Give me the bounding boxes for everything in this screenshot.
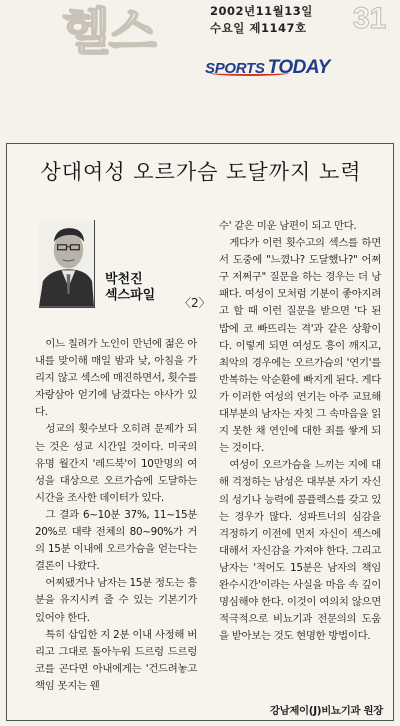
- article-column-right: [219, 218, 381, 645]
- series-number: 〈2〉: [179, 296, 211, 310]
- body-paragraph: 게다가 이런 횟수고의 섹스를 하면서 도중에 "느꼈나? 도달했나?" 어쩌구 저쩌구" 질문을 하는 경우는 더 낭패다. 여성이 모처럼 기분이 좋아지려고 할 때 이런 질문을 받으면 '다 된 밥에 코 빠뜨리는 격'과 같은 상황이다. 이렇게 되면 여성도 흥이 깨지고,최악의 경우에는 오르가슴의 '연기'를 반복하는 악순환에 빠지게 된다. 게다가 이러한 여성의 연기는 아주 교묘해 대부분의 남자는 자칫 그 속마음을 읽지 못한 채 연인에 대한 죄를 쌓게 되는 것이다.: [219, 237, 381, 455]
- body-paragraph: 성교의 횟수보다 오히려 문제가 되는 것은 성교 시간일 것이다. 미국의 유명 월간지 '레드북'이 10만명의 여성을 대상으로 오르가슴에 도달하는 시간을 조사한 데이터가 있다.: [35, 423, 197, 504]
- author-photo: [39, 220, 95, 308]
- logo-part-sports: SPORTS: [205, 60, 265, 77]
- body-paragraph: 특히 삽입한 지 2분 이내 사정해 버리고 그대로 돌아누워 드르렁 드르렁 코를 곤다면 아내에게는 '건드려놓고 책임 못지는 웬: [35, 628, 197, 692]
- article-box: [6, 143, 394, 721]
- article-headline: 상대여성 오르가슴 도달까지 노력: [40, 160, 362, 184]
- article-column-left: [35, 336, 197, 695]
- section-title: 헬스: [62, 3, 155, 61]
- body-paragraph: 여성이 오르가슴을 느끼는 지에 대해 걱정하는 남성은 대부분 자기 자신의 성기나 능력에 콤플렉스를 갖고 있는 경우가 많다. 성파트너의 심감을 걱정하기 이전에 먼저 자신이 섹스에 대해서 자신감을 가져야 한다. 그리고 남자는 '적어도 15분은 남자의 책임완수시간'이라는 사실을 마음 속 깊이 명심해야 한다. 이것이 여의치 않으면 적극적으로 비뇨기과 전문의의 도움을 받아보는 것도 현명한 방법이다.: [219, 459, 381, 643]
- body-paragraph: 수' 같은 미운 남편이 되고 만다.: [219, 220, 357, 232]
- sports-today-logo: [205, 56, 391, 80]
- logo-part-today: TODAY: [267, 57, 330, 78]
- page-number: 31: [353, 2, 387, 35]
- author-byline: 강남제이(J)비뇨기과 원장: [269, 705, 383, 717]
- body-paragraph: 그 결과 6~10분 37%, 11~15분 20%로 대략 전체의 80~90%가 거의 15분 이내에 오르가슴을 얻는다는 결론이 나왔다.: [35, 508, 197, 573]
- logo-swoosh-icon: [209, 70, 289, 76]
- column-name: 섹스파일: [105, 288, 156, 303]
- issue-day-number: 수요일 제1147호: [210, 21, 307, 35]
- issue-date: 2002년11월13일: [210, 4, 313, 18]
- body-paragraph: 어찌됐거나 남자는 15분 정도는 흥분을 유지시켜 줄 수 있는 기본기가 있어야 한다.: [35, 577, 197, 624]
- body-paragraph: 이느 칠려가 노인이 만넌에 젊은 아내를 맞이해 매일 밤과 낮, 아침을 가리지 않고 섹스에 매진하면서, 횟수를 자랑삼아 얻기에 남겼다는 야사가 있다.: [35, 338, 197, 419]
- author-name: 박천진: [105, 272, 143, 287]
